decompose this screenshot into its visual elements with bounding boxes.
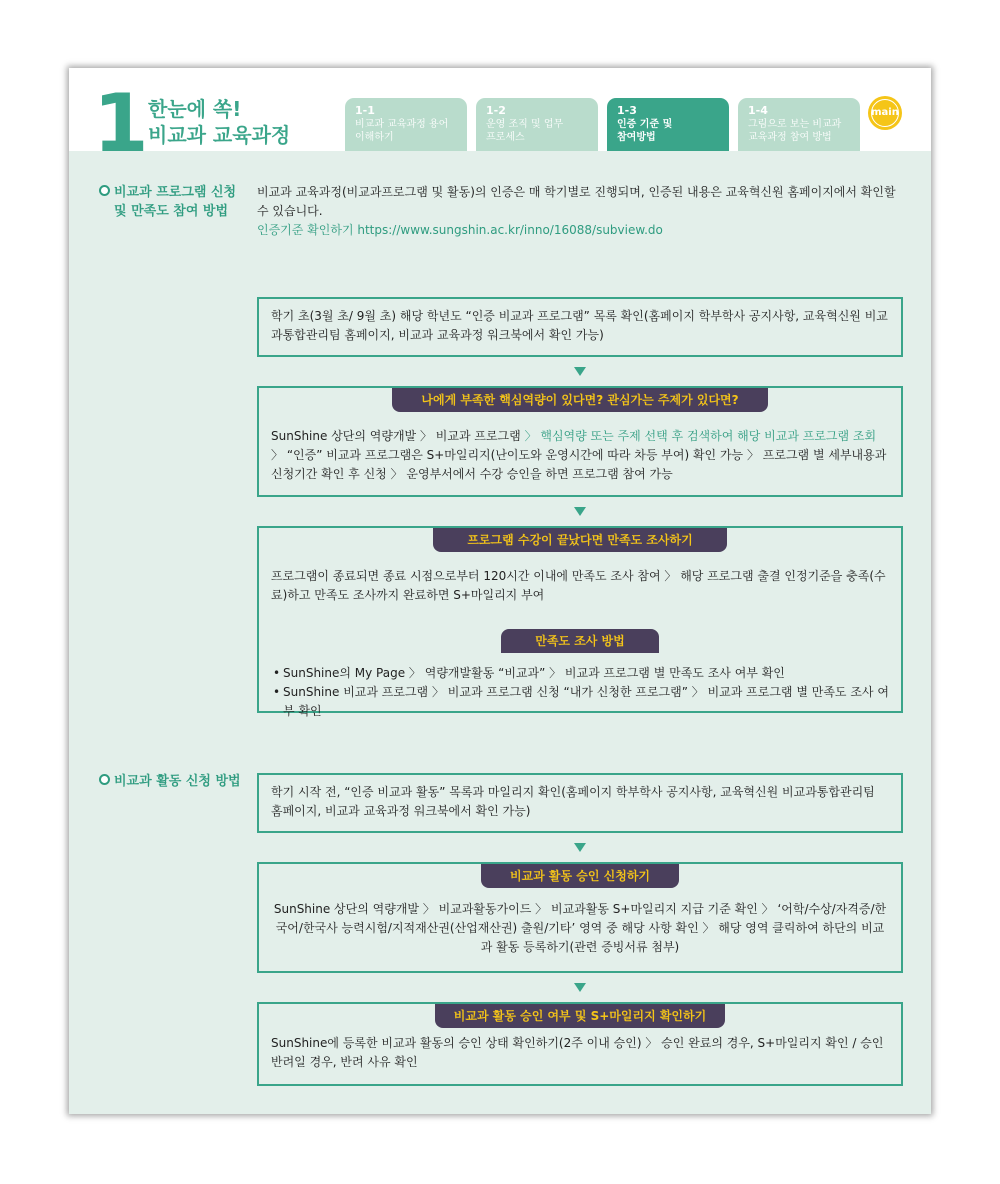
intro-text: 비교과 교육과정(비교과프로그램 및 활동)의 인증은 매 학기별로 진행되며, 인증된 내용은 교육혁신원 홈페이지에서 확인할 수 있습니다.: [257, 185, 896, 218]
step-box-survey: [257, 526, 903, 718]
tab-label-line2: 이해하기: [355, 132, 394, 143]
document-page: [69, 68, 931, 1114]
section-heading-program: [99, 183, 236, 221]
down-arrow-icon: [574, 367, 586, 376]
tab-1-2[interactable]: [476, 98, 598, 151]
tab-label-line2: 참여방법: [617, 132, 656, 143]
step-box-check-list: [257, 297, 903, 357]
chapter-title-line2: 비교과 교육과정: [148, 123, 291, 147]
bullet-circle-icon: [99, 774, 110, 785]
down-arrow-icon: [574, 983, 586, 992]
step-box-activity-apply: [257, 862, 903, 973]
heading-text: 비교과 활동 신청 방법: [114, 774, 241, 789]
step-title-pill: 비교과 활동 승인 여부 및 S+마일리지 확인하기: [435, 1004, 725, 1028]
tab-label-line1: 비교과 교육과정 용어: [355, 119, 449, 130]
survey-method-pill: 만족도 조사 방법: [501, 629, 659, 653]
down-arrow-icon: [574, 843, 586, 852]
survey-method-list: [271, 664, 889, 721]
step-text: 학기 시작 전, “인증 비교과 활동” 목록과 마일리지 확인(홈페이지 학부학사 공지사항, 교육혁신원 비교과통합관리팀 홈페이지, 비교과 교육과정 워크북에서 확인 가능): [271, 785, 875, 818]
tab-number: 1-1: [355, 104, 375, 117]
criteria-link[interactable]: 인증기준 확인하기 https://www.sungshin.ac.kr/inno/16088/subview.do: [257, 223, 663, 237]
tab-label-line2: 교육과정 참여 방법: [748, 132, 832, 143]
tab-label-line1: 인증 기준 및: [617, 119, 673, 130]
step-title-pill: 비교과 활동 승인 신청하기: [481, 864, 679, 888]
tab-1-3[interactable]: [607, 98, 729, 151]
step-box-activity-confirm: [257, 1002, 903, 1086]
tab-label-line1: 그림으로 보는 비교과: [748, 119, 842, 130]
tab-number: 1-4: [748, 104, 768, 117]
step-text-part: SunShine 상단의 역량개발 〉 비교과 프로그램: [271, 429, 525, 443]
bullet-circle-icon: [99, 185, 110, 196]
tab-label-line2: 프로세스: [486, 132, 525, 143]
section-heading-activity: [99, 772, 241, 791]
tab-1-1[interactable]: [345, 98, 467, 151]
chapter-title: [148, 96, 290, 148]
step-title-pill: 프로그램 수강이 끝났다면 만족도 조사하기: [433, 528, 727, 552]
tab-label-line1: 운영 조직 및 업무: [486, 119, 564, 130]
tab-number: 1-2: [486, 104, 506, 117]
step-text: [271, 427, 889, 484]
chapter-title-line1: 한눈에 쏙!: [148, 97, 242, 121]
main-button[interactable]: main: [868, 96, 902, 130]
heading-line2: 및 만족도 참여 방법: [114, 204, 229, 219]
step-box-apply: [257, 386, 903, 497]
chapter-number: 1: [93, 77, 149, 170]
page-header: [69, 68, 931, 170]
step-text: 학기 초(3월 초/ 9월 초) 해당 학년도 “인증 비교과 프로그램” 목록 확인(홈페이지 학부학사 공지사항, 교육혁신원 비교과통합관리팀 홈페이지, 비교과 교육과정 워크북에서 확인 가능): [271, 309, 888, 342]
tab-1-4[interactable]: [738, 98, 860, 151]
step-text: SunShine 상단의 역량개발 〉 비교과활동가이드 〉 비교과활동 S+마일리지 지급 기준 확인 〉 ‘어학/수상/자격증/한국어/한국사 능력시험/지적재산권(산업재산권) 출원/기타’ 영역 중 해당 사항 확인 〉 해당 영역 클릭하여 하단의 비교과 활동 등록하기(관련 증빙서류 첨부): [273, 902, 887, 954]
tab-number: 1-3: [617, 104, 637, 117]
down-arrow-icon: [574, 507, 586, 516]
step-text: SunShine에 등록한 비교과 활동의 승인 상태 확인하기(2주 이내 승인) 〉 승인 완료의 경우, S+마일리지 확인 / 승인 반려일 경우, 반려 사유 확인: [271, 1036, 884, 1069]
intro-paragraph: [257, 183, 907, 240]
list-item: • SunShine 비교과 프로그램 〉 비교과 프로그램 신청 “내가 신청한 프로그램” 〉 비교과 프로그램 별 만족도 조사 여부 확인: [283, 683, 889, 721]
step-text-part: 〉 “인증” 비교과 프로그램은 S+마일리지(난이도와 운영시간에 따라 차등 부여) 확인 가능 〉 프로그램 별 세부내용과 신청기간 확인 후 신청 〉 운영부서에서 수강 승인을 하면 프로그램 참여 가능: [271, 448, 887, 481]
step-box-activity-list: [257, 773, 903, 833]
step-title-pill: 나에게 부족한 핵심역량이 있다면? 관심가는 주제가 있다면?: [392, 388, 768, 412]
step-text: 프로그램이 종료되면 종료 시점으로부터 120시간 이내에 만족도 조사 참여 〉 해당 프로그램 출결 인정기준을 충족(수료)하고 만족도 조사까지 완료하면 S+마일리지 부여: [271, 569, 886, 602]
heading-line1: 비교과 프로그램 신청: [114, 185, 237, 200]
list-item: • SunShine의 My Page 〉 역량개발활동 “비교과” 〉 비교과 프로그램 별 만족도 조사 여부 확인: [283, 664, 889, 683]
step-text-highlight: 〉 핵심역량 또는 주제 선택 후 검색하여 해당 비교과 프로그램 조회: [524, 429, 877, 443]
